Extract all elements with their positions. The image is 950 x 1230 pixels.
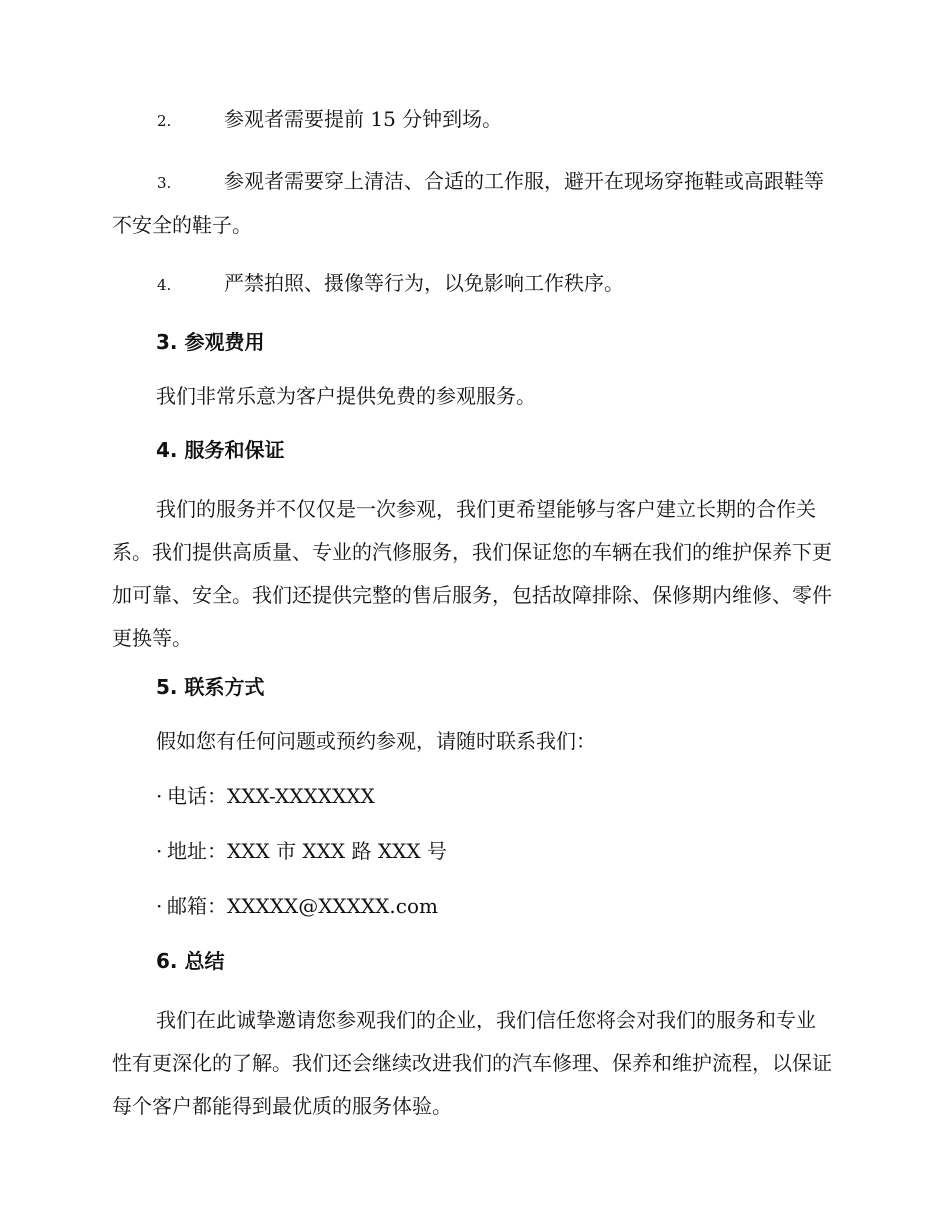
list-text: 严禁拍照、摄像等行为，以免影响工作秩序。: [224, 271, 624, 295]
document-page: [112, 100, 832, 1139]
list-item-3: [112, 160, 832, 246]
bullet-dot: ·: [156, 894, 163, 918]
list-text: 参观者需要穿上清洁、合适的工作服，避开在现场穿拖鞋或高跟鞋等不安全的鞋子。: [112, 169, 824, 237]
contact-intro: 假如您有任何问题或预约参观，请随时联系我们：: [156, 729, 596, 753]
list-item-2: [112, 100, 832, 141]
section-body-fee: 我们非常乐意为客户提供免费的参观服务。: [156, 384, 536, 408]
list-number: 3.: [157, 174, 172, 192]
section-body-service: 我们的服务并不仅仅是一次参观，我们更希望能够与客户建立长期的合作关系。我们提供高质量、专业的汽修服务，我们保证您的车辆在我们的维护保养下更加可靠、安全。我们还提供完整的售后服务，包括故障排除、保修期内维修、零件更换等。: [112, 497, 832, 650]
contact-phone: [112, 780, 832, 813]
bullet-dot: ·: [156, 784, 163, 808]
section-heading-service: 4. 服务和保证: [156, 438, 285, 462]
section-heading-contact: 5. 联系方式: [156, 675, 265, 699]
section-heading-summary: 6. 总结: [156, 949, 225, 973]
contact-phone-text: 电话：XXX-XXXXXXX: [167, 784, 375, 808]
contact-address: [112, 835, 832, 868]
contact-address-text: 地址：XXX 市 XXX 路 XXX 号: [167, 839, 447, 863]
list-number: 4.: [157, 276, 172, 294]
section-body-summary: 我们在此诚挚邀请您参观我们的企业，我们信任您将会对我们的服务和专业性有更深化的了解。我们还会继续改进我们的汽车修理、保养和维护流程，以保证每个客户都能得到最优质的服务体验。: [112, 1008, 832, 1118]
list-item-4: [112, 264, 832, 305]
contact-email-text: 邮箱：XXXXX@XXXXX.com: [167, 894, 438, 918]
bullet-dot: ·: [156, 839, 163, 863]
section-heading-fee: 3. 参观费用: [156, 330, 265, 354]
list-text: 参观者需要提前 15 分钟到场。: [224, 107, 503, 131]
contact-email: [112, 890, 832, 923]
list-number: 2.: [157, 112, 172, 130]
